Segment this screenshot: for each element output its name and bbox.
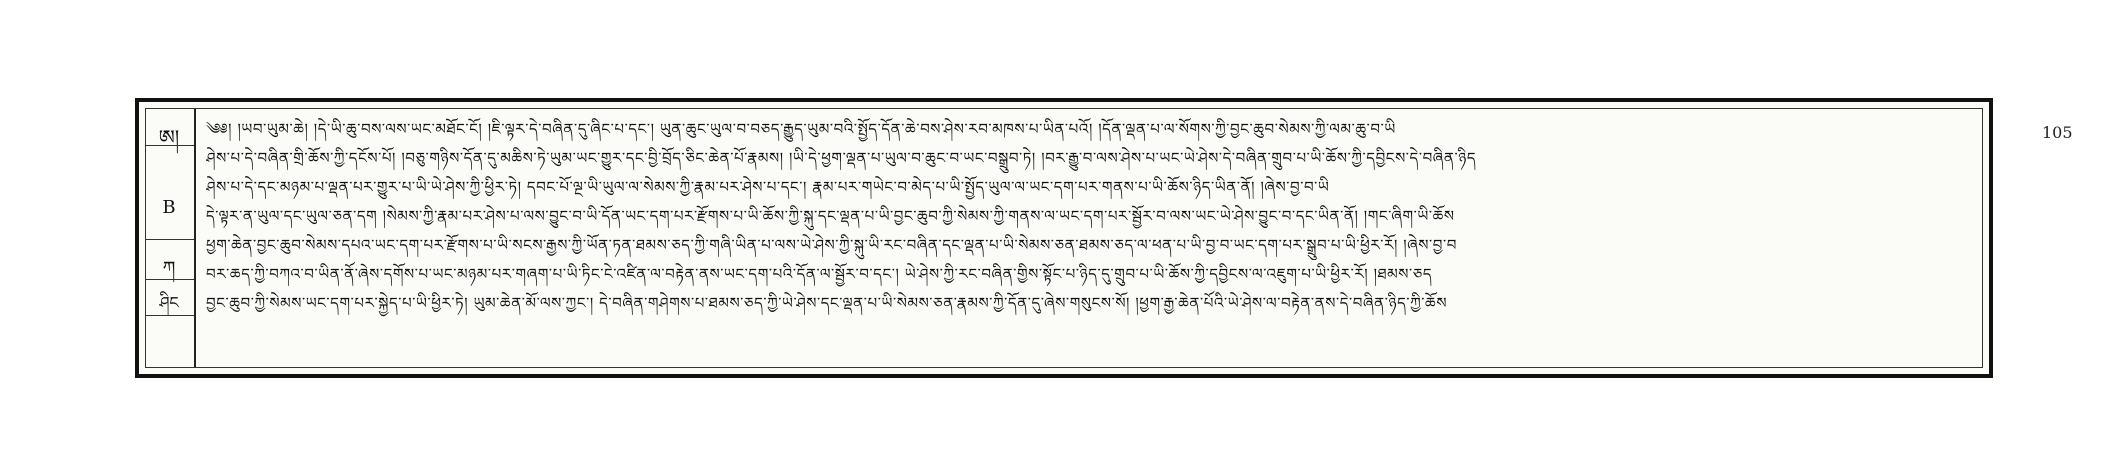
margin-divider [146, 315, 194, 316]
text-line: ཤེས་པ་དེ་དང་མཉམ་པ་ལྡན་པར་གྱུར་པ་ཡི་ཡེ་ཤེས་ཀྱི་ཕྱིར་ཏེ། དབང་པོ་ལྔ་ཡི་ཡུལ་ལ་སེམས་ཀྱི་རྣམ་པར་ཤེས་པ་དང་། རྣམ་པར་གཡེང་བ་མེད་པ་ཡི་སྤྱོད་ཡུལ་ལ་ཡང་དག་པར་གནས་པ་ཡི་ཆོས་ཉིད་ཡིན་ནོ། །ཞེས་བྱ་བ་ཡི [206, 178, 1330, 196]
margin-label: ཨ། [158, 125, 180, 149]
text-line: ཤེས་པ་དེ་བཞིན་གྲི་ཆོས་ཀྱི་དངོས་པོ། །བཅུ་གཉིས་དོན་དུ་མཆིས་ཏེ་ཡུམ་ཡང་གྱུར་དང་བྱི་བྲོད་ཅིང་ཆེན་པོ་རྣམས། །ཡི་དེ་ཕྱག་ལྡན་པ་ཡུལ་བ་ཆུང་བ་ཡང་བསྒྲུབ་ཏེ། །བར་རྒྱུ་བ་ལས་ཤེས་པ་ཡང་ཡེ་ཤེས་དེ་བཞིན་གྲུབ་པ་ཡི་ཆོས་ཀྱི་དབྱིངས་དེ་བཞིན་ཉིད [206, 149, 1477, 167]
margin-label: ཤིང [159, 293, 179, 312]
text-line: དེ་ལྟར་ན་ཡུལ་དང་ཡུལ་ཅན་དག །སེམས་ཀྱི་རྣམ་པར་ཤེས་པ་ལས་བྱུང་བ་ཡི་དོན་ཡང་དག་པར་རྫོགས་པ་ཡི་ཆོས་ཀྱི་སྐུ་དང་ལྡན་པ་ཡི་བྱང་ཆུབ་ཀྱི་སེམས་ཀྱི་གནས་ལ་ཡང་དག་པར་སྦྱོར་བ་ལས་ཡང་ཡེ་ཤེས་བྱུང་བ་དང་ཡིན་ནོ། །གང་ཞིག་ཡི་ཆོས [206, 207, 1455, 225]
folio-inner-frame [145, 108, 1983, 368]
margin-label: B [162, 197, 176, 218]
text-line: བྱང་ཆུབ་ཀྱི་སེམས་ཡང་དག་པར་སྐྱེད་པ་ཡི་ཕྱིར་ཏེ། ཡུམ་ཆེན་མོ་ལས་ཀྱང་། དེ་བཞིན་གཤེགས་པ་ཐམས་ཅད་ཀྱི་ཡེ་ཤེས་དང་ལྡན་པ་ཡི་སེམས་ཅན་རྣམས་ཀྱི་དོན་དུ་ཞེས་གསུངས་སོ། །ཕྱག་རྒྱ་ཆེན་པོའི་ཡེ་ཤེས་ལ་བརྟེན་ནས་དེ་བཞིན་ཉིད་ཀྱི་ཆོས [206, 294, 1448, 312]
text-line: བར་ཆད་ཀྱི་བཀའ་བ་ཡིན་ནོ་ཞེས་དགོས་པ་ཡང་མཉམ་པར་གཞག་པ་ཡི་ཏིང་ངེ་འཛིན་ལ་བརྟེན་ནས་ཡང་དག་པའི་དོན་ལ་སྦྱོར་བ་དང་། ཡེ་ཤེས་ཀྱི་རང་བཞིན་གྱིས་སྟོང་པ་ཉིད་དུ་གྲུབ་པ་ཡི་ཆོས་ཀྱི་དབྱིངས་ལ་འཇུག་པ་ཡི་ཕྱིར་རོ། །ཐམས་ཅད [206, 265, 1433, 283]
folio-margin [146, 109, 196, 367]
margin-divider [146, 239, 194, 240]
manuscript-text-block [206, 115, 1978, 363]
page-number: 105 [2042, 123, 2073, 142]
manuscript-folio [135, 98, 1993, 378]
margin-divider [146, 145, 194, 146]
text-line: ཕྱག་ཆེན་བྱང་ཆུབ་སེམས་དཔའ་ཡང་དག་པར་རྫོགས་པ་ཡི་སངས་རྒྱས་ཀྱི་ཡོན་ཏན་ཐམས་ཅད་ཀྱི་གཞི་ཡིན་པ་ལས་ཡེ་ཤེས་ཀྱི་སྐུ་ཡི་རང་བཞིན་དང་ལྡན་པ་ཡི་སེམས་ཅན་ཐམས་ཅད་ལ་ཕན་པ་ཡི་བྱ་བ་ཡང་དག་པར་སྒྲུབ་པ་ཡི་ཕྱིར་རོ། །ཞེས་བྱ་བ [206, 236, 1457, 254]
margin-label: ཀ [162, 258, 176, 279]
margin-divider [146, 279, 194, 280]
text-line: ༄༅། །ཡབ་ཡུམ་ཆེ། །དེ་ཡི་ཆུ་བས་ལས་ཡང་མཐོང་ངོ། །ཇི་ལྟར་དེ་བཞིན་དུ་ཞིང་པ་དང་། ཡུན་ཆུང་ཡུལ་བ་བཅད་རྒྱུད་ཡུམ་བའི་སྤྱོད་དོན་ཆེ་བས་ཤེས་རབ་མཁས་པ་ཡིན་པའོ། །དོན་ལྡན་པ་ལ་སོགས་ཀྱི་བྱང་ཆུབ་སེམས་ཀྱི་ལམ་ཆུ་བ་ཡི [206, 120, 1396, 138]
